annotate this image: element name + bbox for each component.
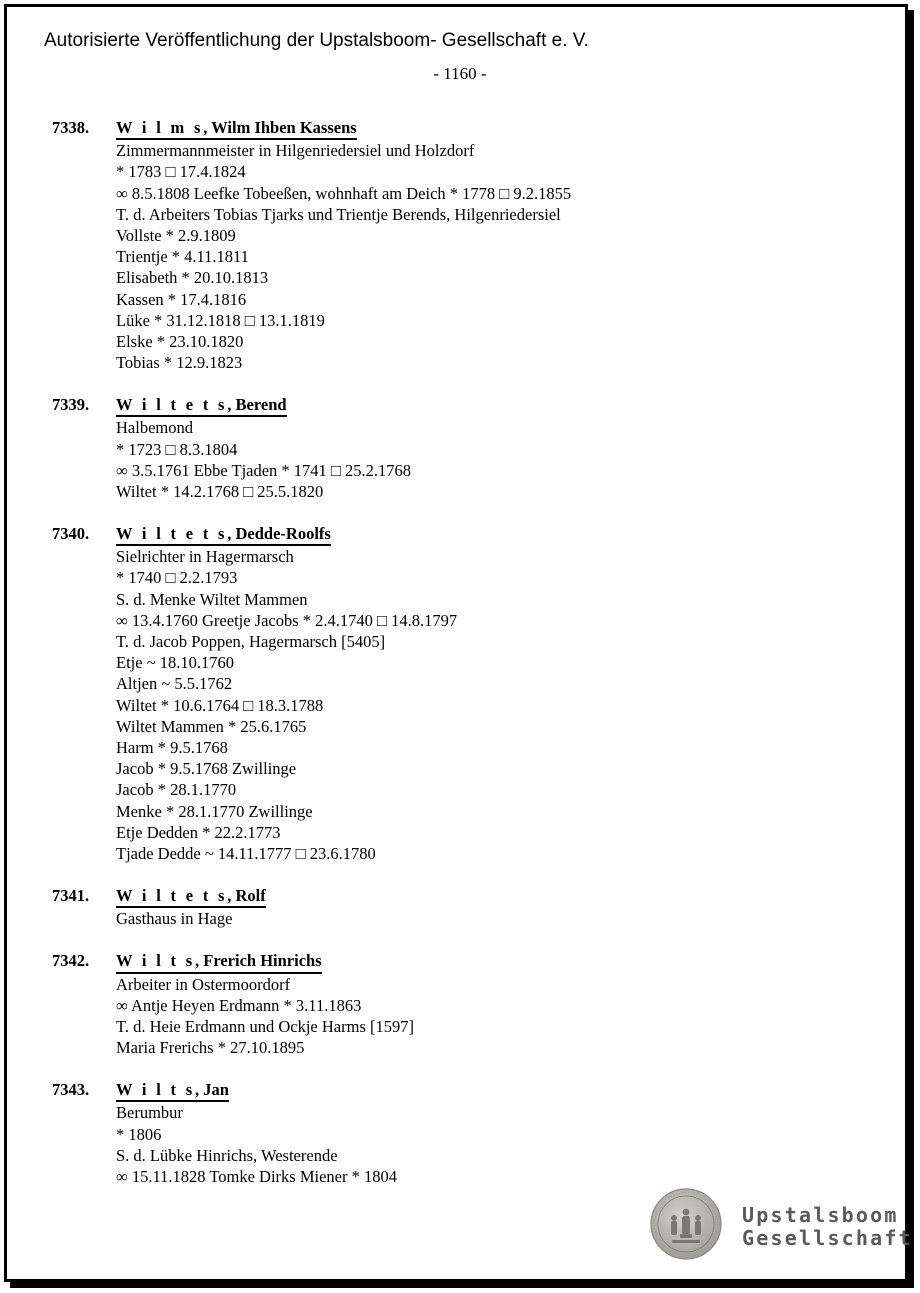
entry-line: Arbeiter in Ostermoordorf: [116, 974, 291, 994]
entry-line: * 1783 □ 17.4.1824: [116, 162, 246, 182]
entry-line: Sielrichter in Hagermarsch: [116, 547, 294, 567]
page-number: [0, 64, 920, 84]
entry-number: 7343.: [52, 1080, 90, 1100]
entry-body: [116, 885, 852, 929]
entry-line: Lüke * 31.12.1818 □ 13.1.1819: [116, 310, 325, 330]
entry-given-names: , Berend: [227, 395, 287, 415]
entry-line: ∞ Antje Heyen Erdmann * 3.11.1863: [116, 995, 362, 1015]
logo-line-2: Gesellschaft: [742, 1226, 913, 1250]
entry-given-names: , Rolf: [227, 886, 266, 906]
entry-body: [116, 1079, 852, 1187]
entry-line: * 1723 □ 8.3.1804: [116, 439, 238, 459]
entry-given-names: , Jan: [195, 1080, 229, 1100]
entry-body: [116, 117, 852, 373]
logo-text: [742, 1204, 913, 1250]
entry-name-line: [116, 950, 852, 973]
entry-name: [116, 523, 331, 546]
entry-body: [116, 950, 852, 1058]
entry-line: Etje Dedden * 22.2.1773: [116, 822, 281, 842]
entry-surname: W i l t s: [116, 1080, 195, 1100]
entry-line: T. d. Heie Erdmann und Ockje Harms [1597]: [116, 1016, 414, 1036]
entry-name: [116, 885, 266, 908]
logo-line-1: Upstalsboom: [742, 1203, 899, 1227]
entry-line: Jacob * 9.5.1768 Zwillinge: [116, 759, 297, 779]
entry-number: 7338.: [52, 118, 90, 137]
entry-given-names: , Frerich Hinrichs: [195, 951, 322, 971]
entry-surname: W i l t s: [116, 951, 195, 971]
entry-line: ∞ 15.11.1828 Tomke Dirks Miener * 1804: [116, 1166, 397, 1186]
entry-line: ∞ 3.5.1761 Ebbe Tjaden * 1741 □ 25.2.1768: [116, 460, 412, 480]
entry-line: Halbemond: [116, 418, 193, 438]
entry-number: 7339.: [52, 395, 90, 415]
society-logo: [650, 1188, 913, 1264]
entry-line: Altjen ~ 5.5.1762: [116, 674, 233, 694]
entry-line: T. d. Arbeiters Tobias Tjarks und Trientje Berends, Hilgenriedersiel: [116, 204, 561, 224]
entry-line: Trientje * 4.11.1811: [116, 247, 249, 267]
entry-line: Wiltet * 14.2.1768 □ 25.5.1820: [116, 482, 324, 502]
entry-line: * 1740 □ 2.2.1793: [116, 568, 238, 588]
entry-body: [116, 394, 852, 502]
page-number-text: - 1160 -: [433, 64, 487, 83]
entry-given-names: , Wilm Ihben Kassens: [203, 118, 357, 137]
entry-body: [116, 523, 852, 864]
entry-surname: W i l t e t s: [116, 886, 228, 906]
entry-line: Berumbur: [116, 1103, 183, 1123]
entry-line: Elske * 23.10.1820: [116, 332, 244, 352]
entry-name: [116, 950, 322, 973]
entry: [52, 394, 852, 502]
entry-line: Wiltet Mammen * 25.6.1765: [116, 716, 307, 736]
entry: [52, 885, 852, 929]
entry-name-line: [116, 1079, 852, 1102]
entry-line: Maria Frerichs * 27.10.1895: [116, 1038, 305, 1058]
seal-icon: [650, 1188, 722, 1260]
entry-line: Harm * 9.5.1768: [116, 738, 228, 758]
header-title: Autorisierte Veröffentlichung der Upstalsboom- Gesellschaft e. V.: [44, 30, 589, 51]
entry-line: Wiltet * 10.6.1764 □ 18.3.1788: [116, 695, 324, 715]
entry-line: T. d. Jacob Poppen, Hagermarsch [5405]: [116, 632, 386, 652]
entry-name-line: [116, 523, 852, 546]
entry: [52, 950, 852, 1058]
entry-line: Elisabeth * 20.10.1813: [116, 268, 269, 288]
entry-name-line: [116, 885, 852, 908]
entry-line: Tobias * 12.9.1823: [116, 353, 243, 373]
entry-line: Zimmermannmeister in Hilgenriedersiel und Holzdorf: [116, 141, 475, 161]
entry-line: S. d. Menke Wiltet Mammen: [116, 589, 308, 609]
entry-number: 7341.: [52, 886, 90, 906]
entry-line: ∞ 8.5.1808 Leefke Tobeeßen, wohnhaft am Deich * 1778 □ 9.2.1855: [116, 183, 572, 203]
entry-line: S. d. Lübke Hinrichs, Westerende: [116, 1145, 338, 1165]
entry-line: Vollste * 2.9.1809: [116, 226, 236, 246]
entry-name-line: [116, 117, 852, 140]
entries-list: [52, 117, 852, 1208]
entry-line: Kassen * 17.4.1816: [116, 289, 247, 309]
entry-surname: W i l t e t s: [116, 395, 228, 415]
entry-line: Jacob * 28.1.1770: [116, 780, 237, 800]
entry-surname: W i l m s: [116, 118, 204, 137]
entry-line: Gasthaus in Hage: [116, 909, 233, 929]
entry-name: [116, 394, 287, 417]
entry-line: * 1806: [116, 1124, 162, 1144]
entry-number: 7340.: [52, 524, 90, 544]
entry-name: [116, 1079, 229, 1102]
entry: [52, 117, 852, 373]
entry-line: Etje ~ 18.10.1760: [116, 653, 234, 673]
entry: [52, 1079, 852, 1187]
entry-line: Tjade Dedde ~ 14.11.1777 □ 23.6.1780: [116, 844, 376, 864]
entry-name-line: [116, 394, 852, 417]
entry-given-names: , Dedde-Roolfs: [227, 524, 331, 544]
entry: [52, 523, 852, 864]
entry-surname: W i l t e t s: [116, 524, 228, 544]
entry-line: Menke * 28.1.1770 Zwillinge: [116, 801, 313, 821]
entry-number: 7342.: [52, 951, 90, 971]
entry-line: ∞ 13.4.1760 Greetje Jacobs * 2.4.1740 □ 14.8.1797: [116, 610, 458, 630]
entry-name: [116, 117, 357, 140]
